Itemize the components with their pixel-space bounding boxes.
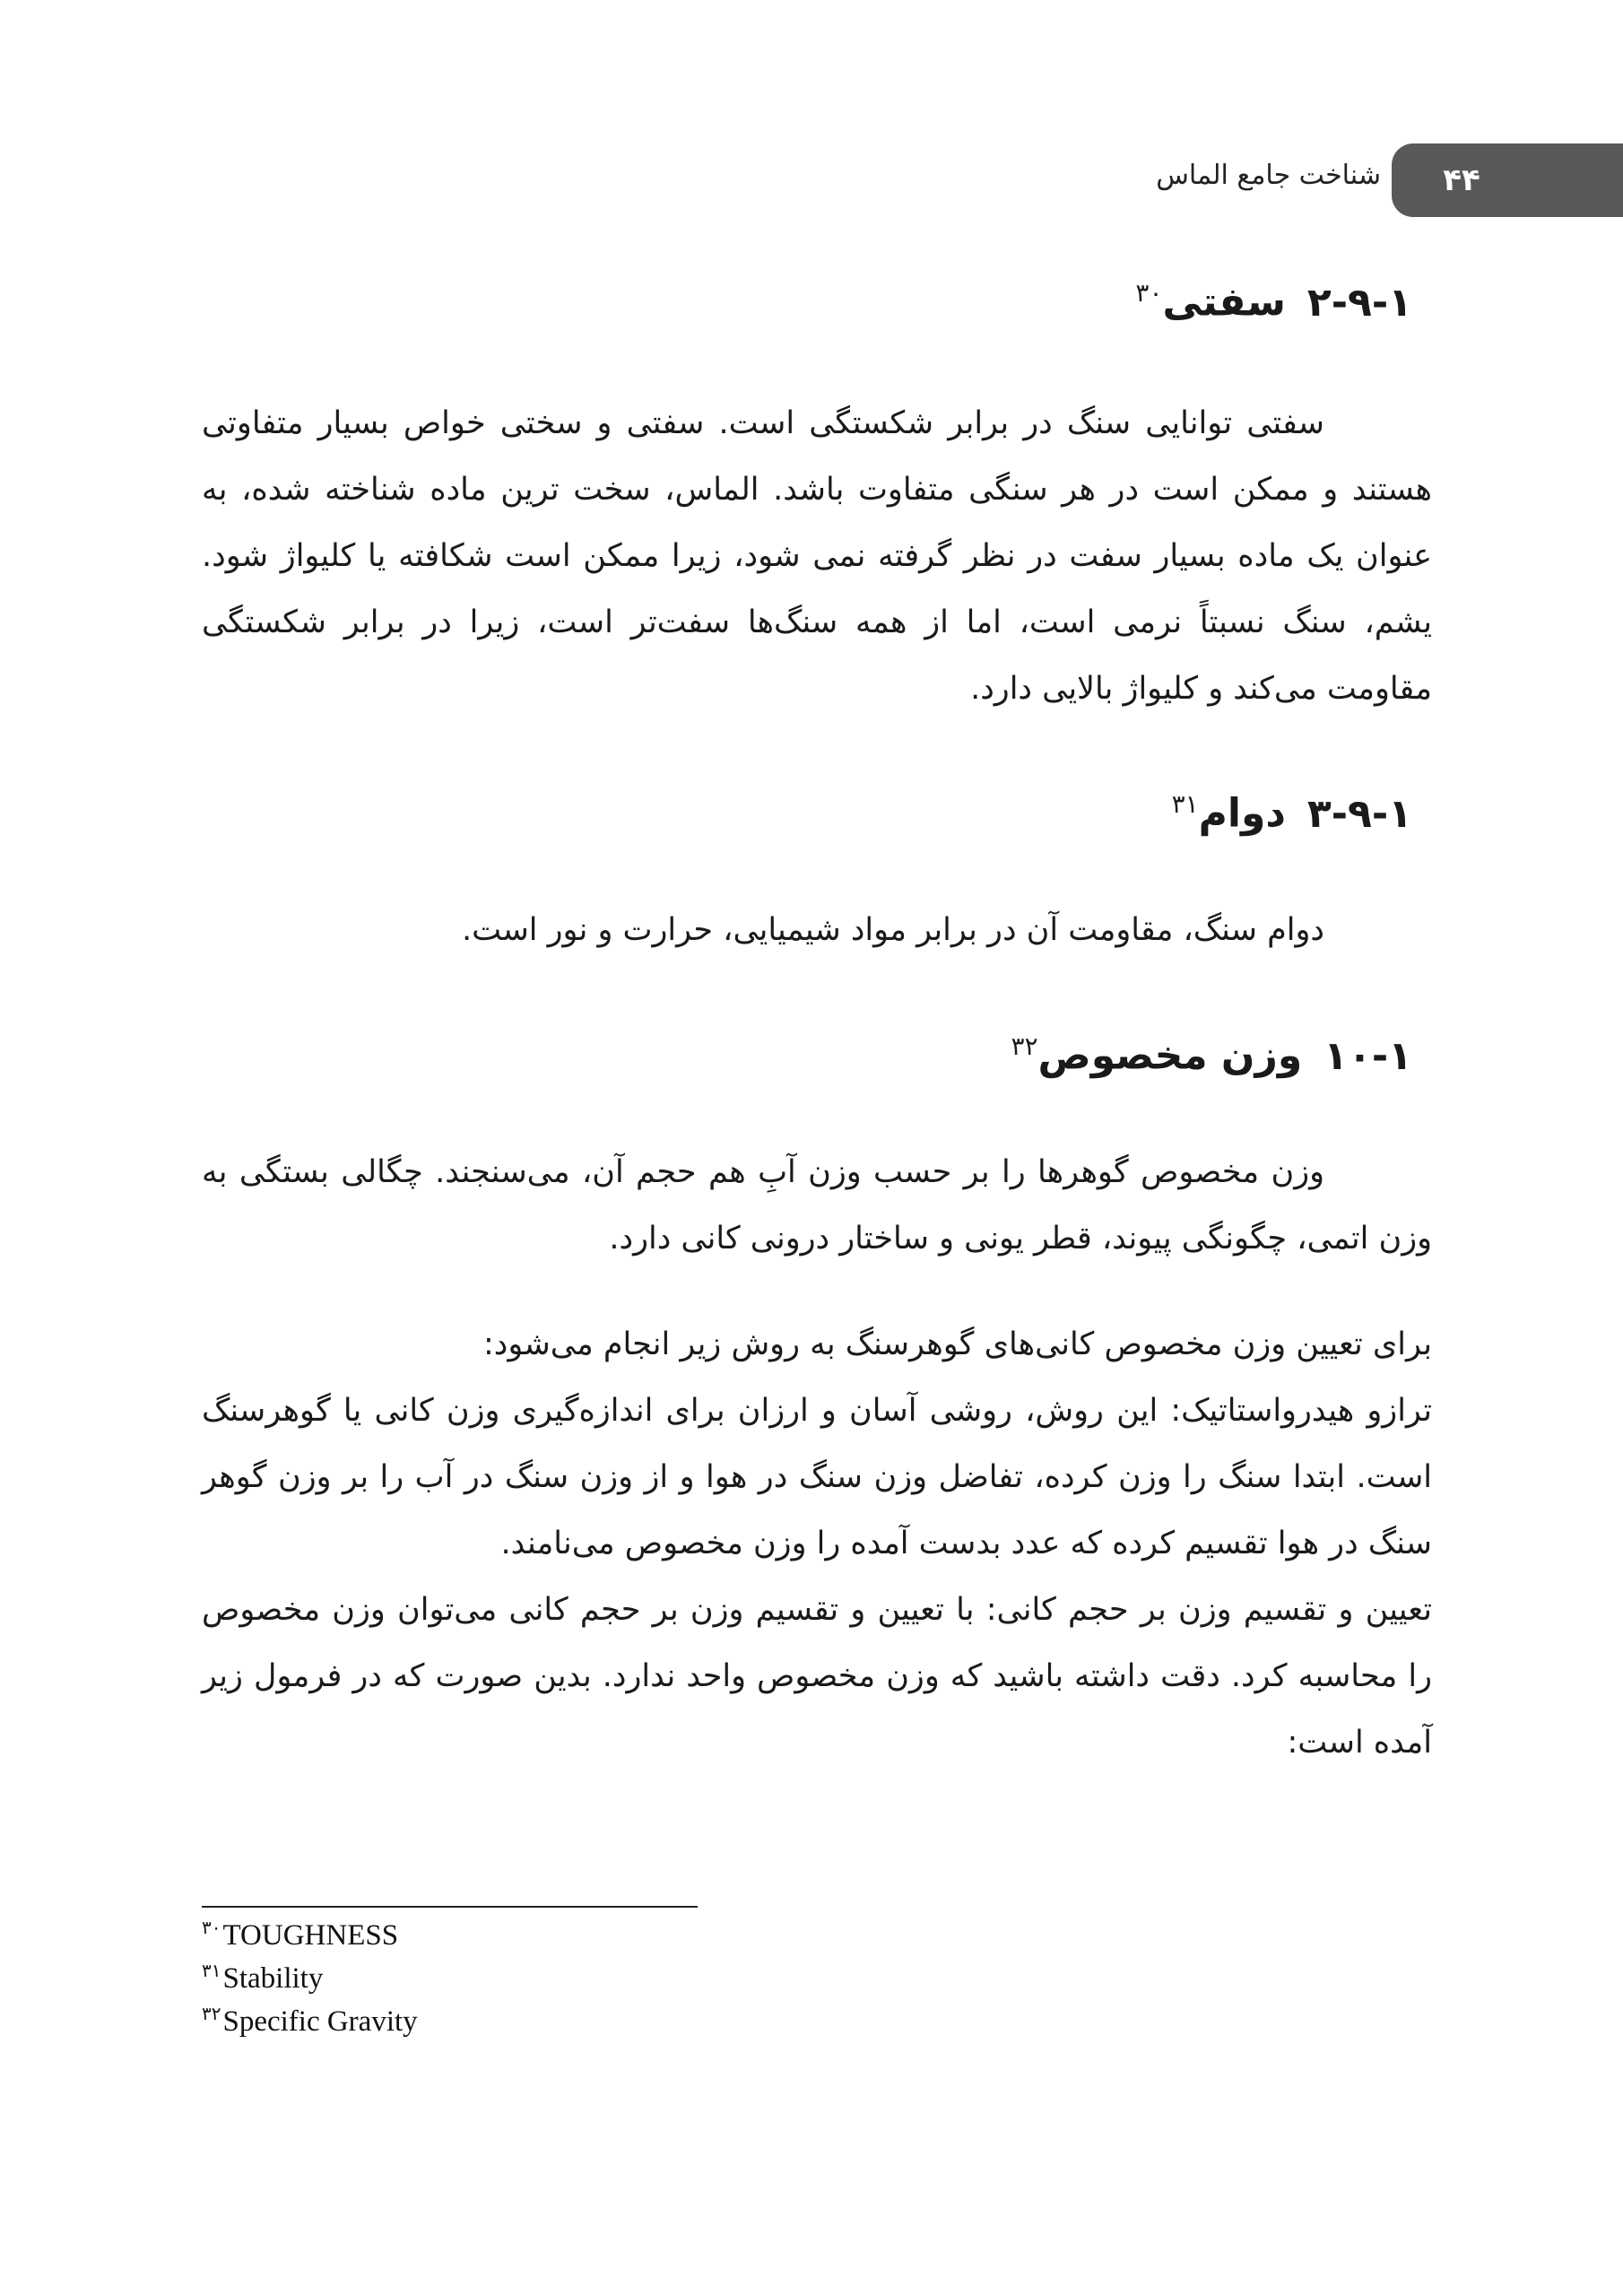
section-heading-specific-gravity <box>336 1031 1412 1079</box>
footnote-text: Stability <box>222 1962 324 1995</box>
paragraph-durability <box>202 897 1432 963</box>
footnote-mark: ۳۰ <box>202 1918 221 1938</box>
footnote-item <box>202 1996 829 2039</box>
footnote-item <box>202 1910 829 1953</box>
section-heading-toughness <box>336 278 1412 326</box>
footnotes <box>202 1910 829 2039</box>
footnote-ref: ۳۲ <box>1011 1031 1038 1061</box>
paragraph-specific-gravity <box>202 1139 1432 1272</box>
footnote-ref: ۳۰ <box>1135 278 1163 308</box>
running-title: شناخت جامع الماس <box>1156 160 1381 191</box>
section-number: ۱۰-۱ <box>1324 1032 1412 1079</box>
page-number: ۴۴ <box>1443 162 1480 198</box>
paragraph-text: دوام سنگ، مقاومت آن در برابر مواد شیمیایی، حرارت و نور است. <box>461 912 1324 948</box>
paragraph-methods <box>202 1311 1432 1776</box>
method-volume: تعیین و تقسیم وزن بر حجم کانی: با تعیین و تقسیم وزن بر حجم کانی می‌توان وزن مخصوص را محاسبه کرد. دقت داشته باشید که وزن مخصوص واحد ندارد. بدین صورت که در فرمول زیر آمده است: <box>202 1592 1432 1761</box>
method-intro: برای تعیین وزن مخصوص کانی‌های گوهرسنگ به روش زیر انجام می‌شود: <box>483 1326 1432 1362</box>
section-number: ۳-۹-۱ <box>1306 790 1412 837</box>
section-title: سفتی <box>1162 279 1286 326</box>
footnote-text: Specific Gravity <box>222 2005 418 2038</box>
paragraph-text: وزن مخصوص گوهرها را بر حسب وزن آبِ هم حجم آن، می‌سنجند. چگالی بستگی به وزن اتمی، چگونگی پیوند، قطر یونی و ساختار درونی کانی دارد. <box>202 1154 1432 1257</box>
footnote-item <box>202 1953 829 1996</box>
paragraph-text: سفتی توانایی سنگ در برابر شکستگی است. سفتی و سختی خواص بسیار متفاوتی هستند و ممکن است در هر سنگی متفاوت باشد. الماس، سخت ترین ماده شناخته شده، به عنوان یک ماده بسیار سفت در نظر گرفته نمی شود، زیرا ممکن است شکافته یا کلیواژ شود. یشم، سنگ نسبتاً نرمی است، اما از همه سنگ‌ها سفت‌تر است، زیرا در برابر شکستگی مقاومت می‌کند و کلیواژ بالایی دارد. <box>202 405 1432 707</box>
section-title: وزن مخصوص <box>1037 1032 1303 1079</box>
method-hydrostatic: ترازو هیدرواستاتیک: این روش، روشی آسان و ارزان برای اندازه‌گیری وزن کانی یا گوهرسنگ است. ابتدا سنگ را وزن کرده، تفاضل وزن سنگ در هوا و از وزن سنگ در آب را بر وزن گوهر سنگ در هوا تقسیم کرده که عدد بدست آمده را وزن مخصوص می‌نامند. <box>202 1393 1432 1561</box>
section-heading-durability <box>336 789 1412 837</box>
paragraph-toughness <box>202 390 1432 722</box>
footnote-separator <box>202 1906 698 1908</box>
footnote-mark: ۳۲ <box>202 2005 221 2024</box>
footnote-ref: ۳۱ <box>1171 789 1199 819</box>
footnote-mark: ۳۱ <box>202 1961 221 1981</box>
footnote-text: TOUGHNESS <box>222 1919 399 1952</box>
section-title: دوام <box>1198 790 1286 837</box>
section-number: ۲-۹-۱ <box>1306 279 1412 326</box>
